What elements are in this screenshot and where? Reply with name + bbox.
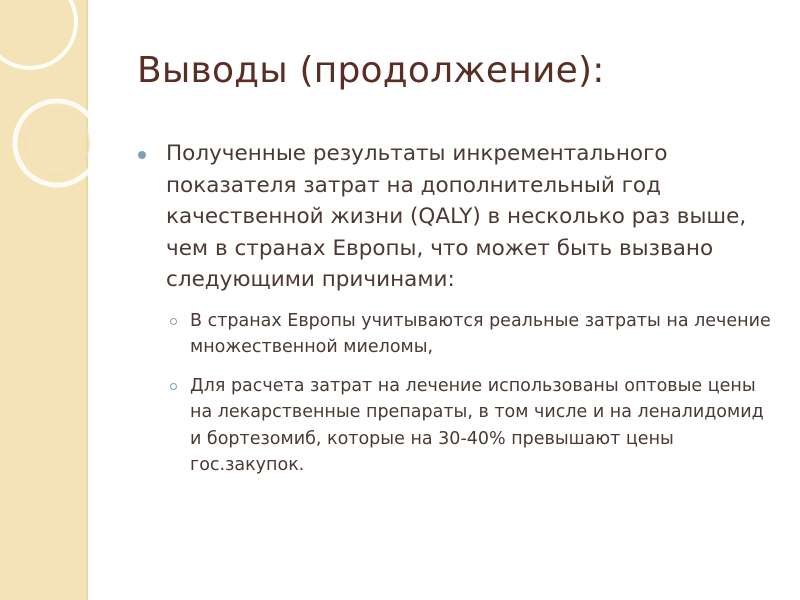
sub-bullet-text: Для расчета затрат на лечение использованы оптовые цены на лекарственные препараты, в том числе и на леналидомид и бортезомиб, которые на 30-40% превышают цены гос.закупок. — [190, 375, 764, 475]
sub-bullet — [170, 373, 778, 479]
bullet-ring-icon — [170, 318, 177, 325]
main-bullet-text: Полученные результаты инкрементального показателя затрат на дополнительный год качественной жизни (QALY) в несколько раз выше, чем в странах Европы, что может быть вызвано следующими причинами: — [166, 141, 747, 292]
slide-title: Выводы (продолжение): — [137, 50, 605, 91]
decorative-circles — [0, 0, 120, 260]
sub-bullet — [170, 308, 778, 361]
main-bullet — [138, 138, 778, 296]
bullet-dot-icon — [138, 151, 146, 159]
sub-bullet-text: В странах Европы учитываются реальные затраты на лечение множественной миеломы, — [190, 310, 771, 357]
bullet-ring-icon — [170, 383, 177, 390]
slide-content — [138, 138, 778, 491]
sub-bullet-list — [138, 308, 778, 479]
